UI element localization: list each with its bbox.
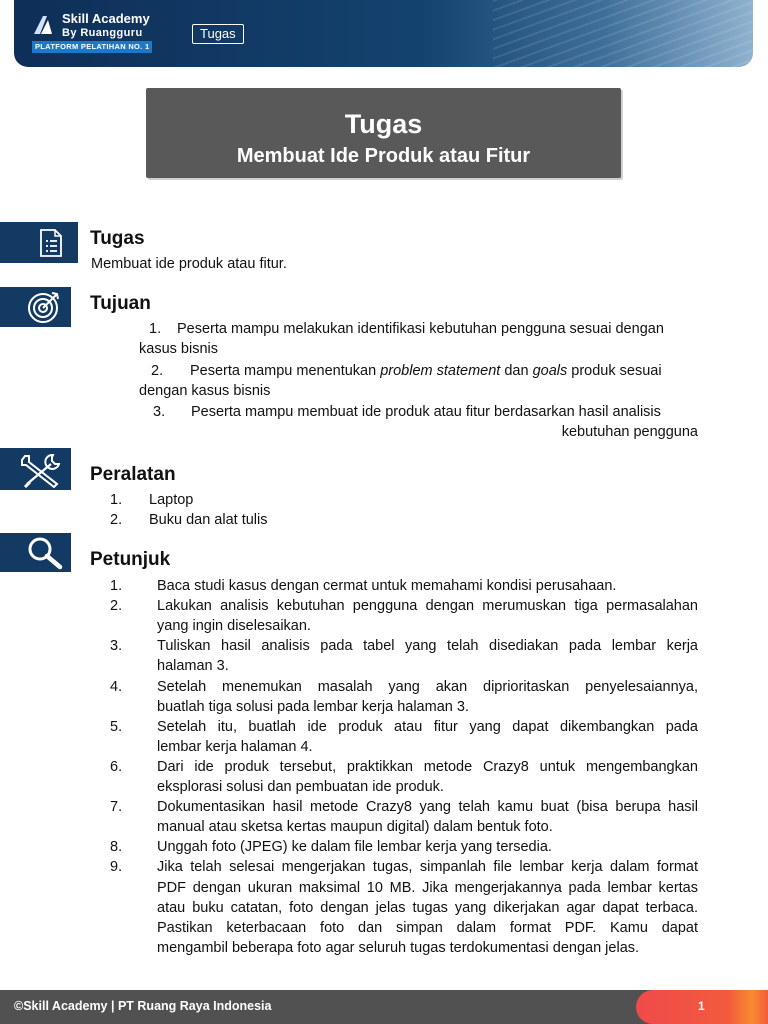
petunjuk-item-line: Setelah itu, buatlah ide produk atau fitur yang dapat dikembangkan pada <box>157 718 698 735</box>
petunjuk-item-line: Pastikan keterbacaan foto dan simpan dalam format PDF. Kamu dapat <box>157 919 698 936</box>
petunjuk-item-line: Dokumentasikan hasil metode Crazy8 yang telah kamu buat (bisa berupa hasil <box>157 799 698 816</box>
tujuan-item-1-line1: Peserta mampu melakukan identifikasi kebutuhan pengguna sesuai dengan <box>177 321 664 337</box>
page-title: Tugas <box>344 109 423 139</box>
petunjuk-item-line: atau buku catatan, foto dengan jelas tugas yang dikerjakan agar dapat terbaca. <box>157 899 698 916</box>
petunjuk-item-line: halaman 3. <box>157 658 229 675</box>
tujuan-item-2-emphasis-goals: goals <box>532 363 568 379</box>
tujuan-item-3-line1: Peserta mampu membuat ide produk atau fitur berdasarkan hasil analisis <box>191 404 661 420</box>
petunjuk-item-line: Dari ide produk tersebut, praktikkan metode Crazy8 untuk mengembangkan <box>157 758 698 775</box>
tugas-icon-box <box>0 222 78 263</box>
section-heading-petunjuk: Petunjuk <box>90 549 171 570</box>
peralatan-item-1-number: 1. <box>110 492 123 508</box>
section-heading-tugas: Tugas <box>90 228 145 249</box>
tujuan-item-2-line1 <box>190 361 662 381</box>
page-number: 1 <box>698 999 705 1013</box>
tujuan-item-1-line2: kasus bisnis <box>139 341 218 357</box>
tujuan-item-2-text-a: Peserta mampu menentukan <box>190 363 381 379</box>
petunjuk-item-number: 4. <box>110 678 123 695</box>
petunjuk-item-number: 3. <box>110 638 123 655</box>
petunjuk-item-number: 1. <box>110 578 123 594</box>
target-icon <box>26 290 62 324</box>
skill-academy-logo-icon <box>32 14 54 36</box>
petunjuk-item-number: 7. <box>110 799 123 816</box>
document-list-icon <box>38 229 64 257</box>
brand-name <box>62 12 150 40</box>
tujuan-icon-box <box>0 287 71 327</box>
tujuan-item-1-number: 1. <box>149 321 162 337</box>
page-header <box>14 0 753 67</box>
header-tab-tugas: Tugas <box>192 24 244 44</box>
tujuan-item-2-text-c: produk sesuai <box>567 363 662 379</box>
petunjuk-item-line: Baca studi kasus dengan cermat untuk memahami kondisi perusahaan. <box>157 578 617 594</box>
petunjuk-item-line: mengambil beberapa foto agar seluruh tugas terdokumentasi dengan jelas. <box>157 939 640 956</box>
petunjuk-item-number: 6. <box>110 758 123 775</box>
section-heading-peralatan: Peralatan <box>90 464 176 485</box>
brand-line1: Skill Academy <box>62 11 150 26</box>
petunjuk-icon-box <box>0 533 71 572</box>
petunjuk-item-line: eksplorasi solusi dan pembuatan ide produk. <box>157 779 444 795</box>
tools-icon <box>19 452 63 488</box>
page-footer <box>0 990 768 1024</box>
footer-copyright: ©Skill Academy | PT Ruang Raya Indonesia <box>14 999 272 1013</box>
peralatan-icon-box <box>0 448 71 490</box>
page-subtitle: Membuat Ide Produk atau Fitur <box>236 145 531 167</box>
petunjuk-item-number: 9. <box>110 859 123 876</box>
brand-line2: By Ruangguru <box>62 27 143 39</box>
petunjuk-item-line: Jika telah selesai mengerjakan tugas, simpanlah file lembar kerja dalam format <box>157 859 698 876</box>
petunjuk-item-line: yang ingin diselesaikan. <box>157 618 311 635</box>
petunjuk-item-number: 8. <box>110 839 123 856</box>
petunjuk-item-line: PDF dengan ukuran maksimal 10 MB. Jika mengerjakannya pada lembar kertas <box>157 879 698 896</box>
peralatan-item-2-text: Buku dan alat tulis <box>149 512 268 528</box>
tujuan-item-2-text-b: dan <box>500 363 533 379</box>
petunjuk-item-number: 5. <box>110 718 123 735</box>
petunjuk-item-line: lembar kerja halaman 4. <box>157 738 313 755</box>
peralatan-item-2-number: 2. <box>110 512 123 528</box>
petunjuk-item-line: buatlah tiga solusi pada lembar kerja halaman 3. <box>157 698 469 715</box>
petunjuk-item-line: Lakukan analisis kebutuhan pengguna dengan merumuskan tiga permasalahan <box>157 598 698 615</box>
section-heading-tujuan: Tujuan <box>90 293 151 314</box>
brand-tagline: PLATFORM PELATIHAN NO. 1 <box>32 41 152 53</box>
tujuan-item-2-line2: dengan kasus bisnis <box>139 383 271 399</box>
peralatan-item-1-text: Laptop <box>149 492 194 508</box>
petunjuk-item-number: 2. <box>110 598 123 615</box>
tujuan-item-3-line2: kebutuhan pengguna <box>561 424 698 440</box>
tujuan-item-3-number: 3. <box>153 404 166 420</box>
tujuan-item-2-number: 2. <box>151 363 164 379</box>
petunjuk-item-line: Setelah menemukan masalah yang akan diprioritaskan penyelesaiannya, <box>157 678 698 695</box>
petunjuk-item-line: manual atau sketsa kertas maupun digital) dalam bentuk foto. <box>157 819 553 836</box>
header-decoration <box>493 0 753 67</box>
title-box <box>146 88 621 178</box>
petunjuk-item-line: Tuliskan hasil analisis pada tabel yang telah disediakan pada lembar kerja <box>157 638 698 655</box>
tujuan-item-2-emphasis-problem-statement: problem statement <box>380 363 501 379</box>
magnifier-icon <box>26 536 66 570</box>
tugas-body: Membuat ide produk atau fitur. <box>91 256 287 272</box>
petunjuk-item-line: Unggah foto (JPEG) ke dalam file lembar kerja yang tersedia. <box>157 839 552 856</box>
